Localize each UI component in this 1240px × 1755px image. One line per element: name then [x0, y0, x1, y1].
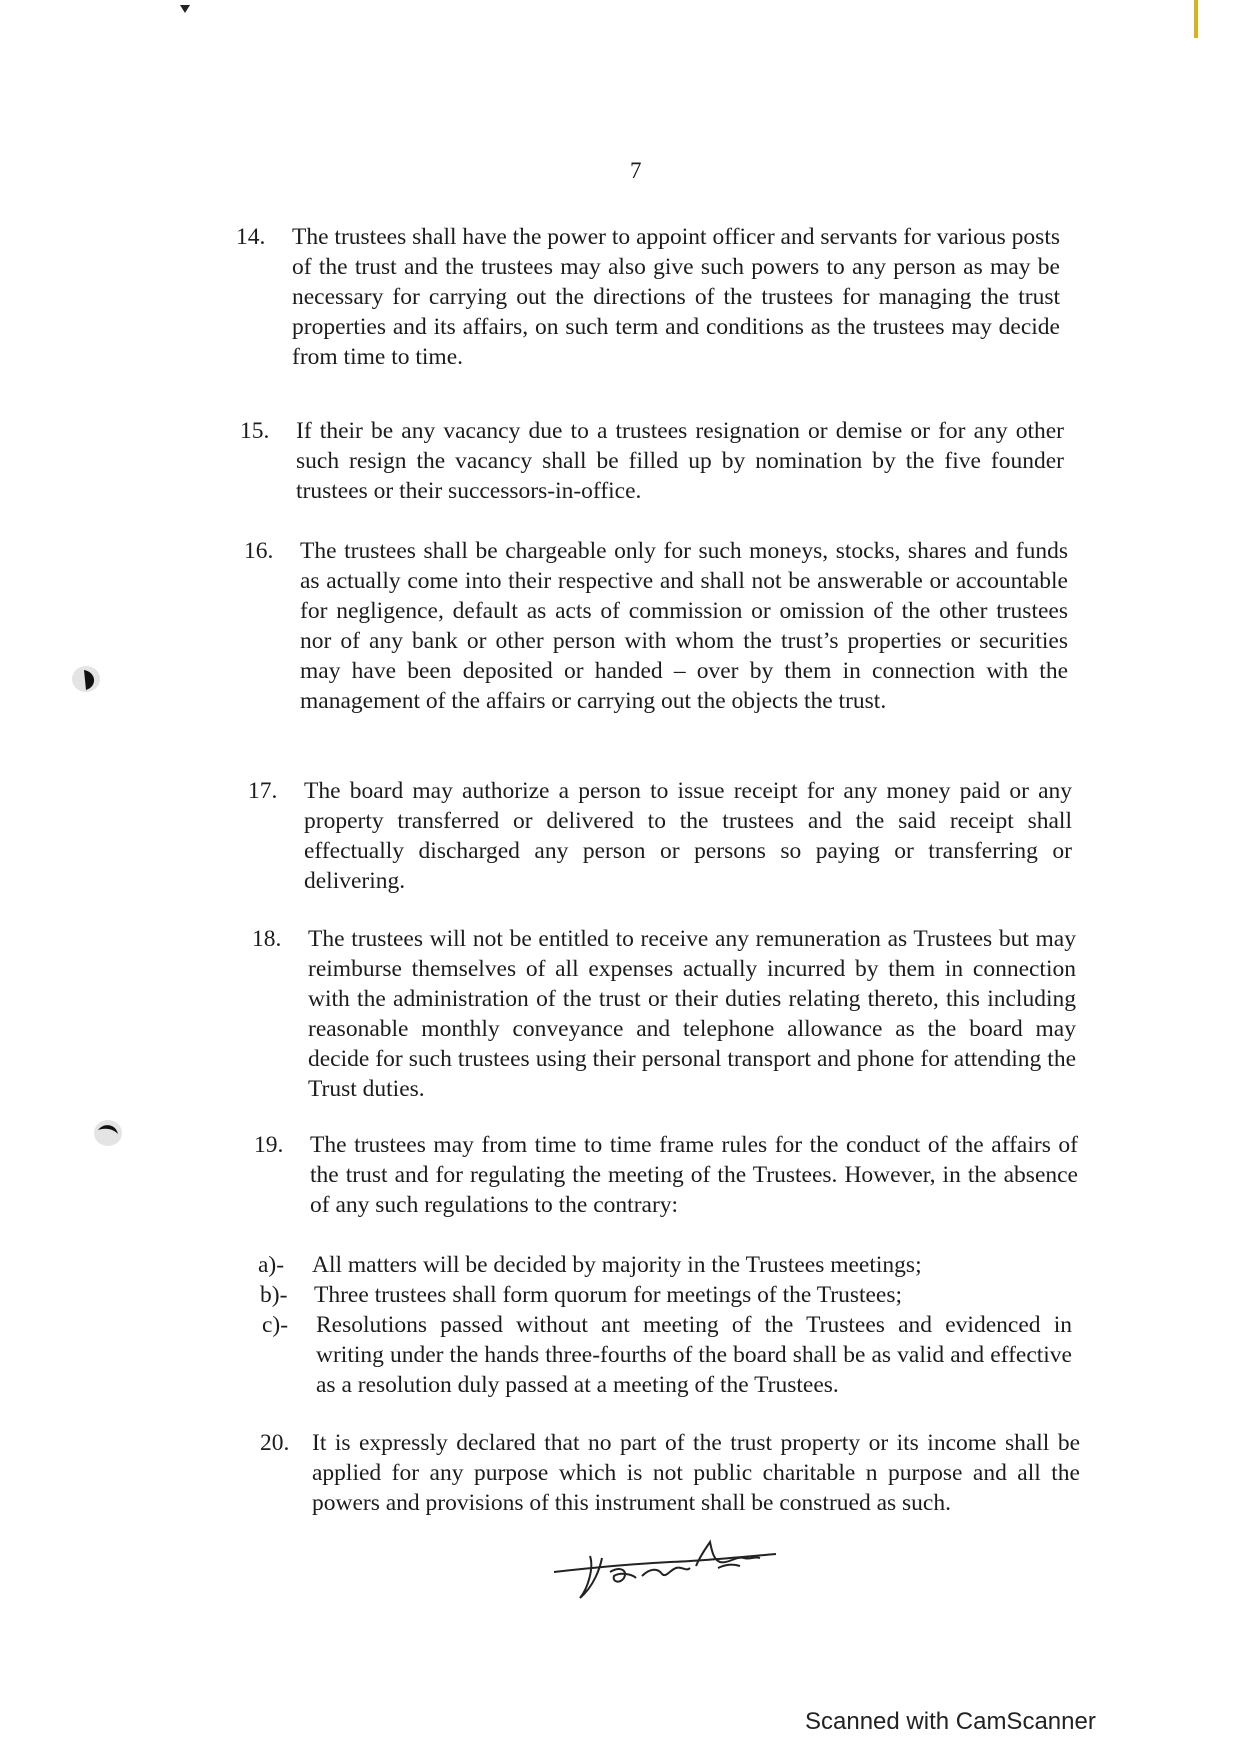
scan-corner-mark: [180, 0, 190, 8]
clause-number: 16.: [244, 538, 274, 564]
hole-punch-icon: [92, 1118, 126, 1148]
subclause-label: b)-: [260, 1282, 288, 1308]
clause-number: 18.: [252, 926, 282, 952]
subclause-text: Three trustees shall form quorum for meetings of the Trustees;: [314, 1282, 903, 1308]
subclause-c: [262, 1310, 1072, 1400]
clause-20: [260, 1428, 1080, 1518]
clause-18: [252, 924, 1076, 1104]
clause-19: [254, 1130, 1078, 1220]
clause-text: The trustees will not be entitled to receive any remuneration as Trustees but may reimburse themselves of all expenses actually incurred by them in connection with the administration of the trust or their duties relating thereto, this including reasonable monthly conveyance and telephone allowance as the board may decide for such trustees using their personal transport and phone for attending the Trust duties.: [308, 926, 1076, 1102]
subclause-b: [260, 1280, 1070, 1310]
clause-number: 20.: [260, 1430, 290, 1456]
clause-15: [240, 416, 1064, 506]
clause-text: The trustees shall be chargeable only for such moneys, stocks, shares and funds as actually come into their respective and shall not be answerable or accountable for negligence, default as acts of commission or omission of the other trustees nor of any bank or other person with whom the trust’s properties or securities may have been deposited or handed – over by them in connection with the management of the affairs or carrying out the objects the trust.: [300, 538, 1068, 714]
clause-17: [248, 776, 1072, 896]
scan-edge-mark: [1194, 0, 1198, 38]
clause-text: If their be any vacancy due to a trustees resignation or demise or for any other such resign the vacancy shall be filled up by nomination by the five founder trustees or their successors-in-office.: [296, 418, 1064, 504]
clause-text: The board may authorize a person to issue receipt for any money paid or any property transferred or delivered to the trustees and the said receipt shall effectually discharged any person or persons so paying or transferring or delivering.: [304, 778, 1072, 894]
clause-number: 17.: [248, 778, 278, 804]
subclause-label: c)-: [262, 1312, 289, 1338]
subclause-label: a)-: [258, 1252, 285, 1278]
clause-text: It is expressly declared that no part of the trust property or its income shall be applied for any purpose which is not public charitable n purpose and all the powers and provisions of this instrument shall be construed as such.: [312, 1430, 1080, 1516]
clause-number: 19.: [254, 1132, 284, 1158]
hole-punch-icon: [70, 664, 104, 694]
page-number: 7: [630, 158, 642, 183]
subclause-text: Resolutions passed without ant meeting of the Trustees and evidenced in writing under the hands three-fourths of the board shall be as valid and effective as a resolution duly passed at a meeting of the Trustees.: [316, 1312, 1072, 1398]
clause-16: [244, 536, 1068, 716]
clause-number: 14.: [236, 224, 266, 250]
subclause-text: All matters will be decided by majority in the Trustees meetings;: [312, 1252, 922, 1278]
signature: [550, 1528, 790, 1628]
subclause-a: [258, 1250, 1068, 1280]
scanner-watermark: Scanned with CamScanner: [805, 1708, 1096, 1735]
clause-text: The trustees may from time to time frame rules for the conduct of the affairs of the trust and for regulating the meeting of the Trustees. However, in the absence of any such regulations to the contrary:: [310, 1132, 1078, 1218]
clause-number: 15.: [240, 418, 270, 444]
clause-14: [236, 222, 1060, 372]
clause-text: The trustees shall have the power to appoint officer and servants for various posts of the trust and the trustees may also give such powers to any person as may be necessary for carrying out the directions of the trustees for managing the trust properties and its affairs, on such term and conditions as the trustees may decide from time to time.: [292, 224, 1060, 370]
